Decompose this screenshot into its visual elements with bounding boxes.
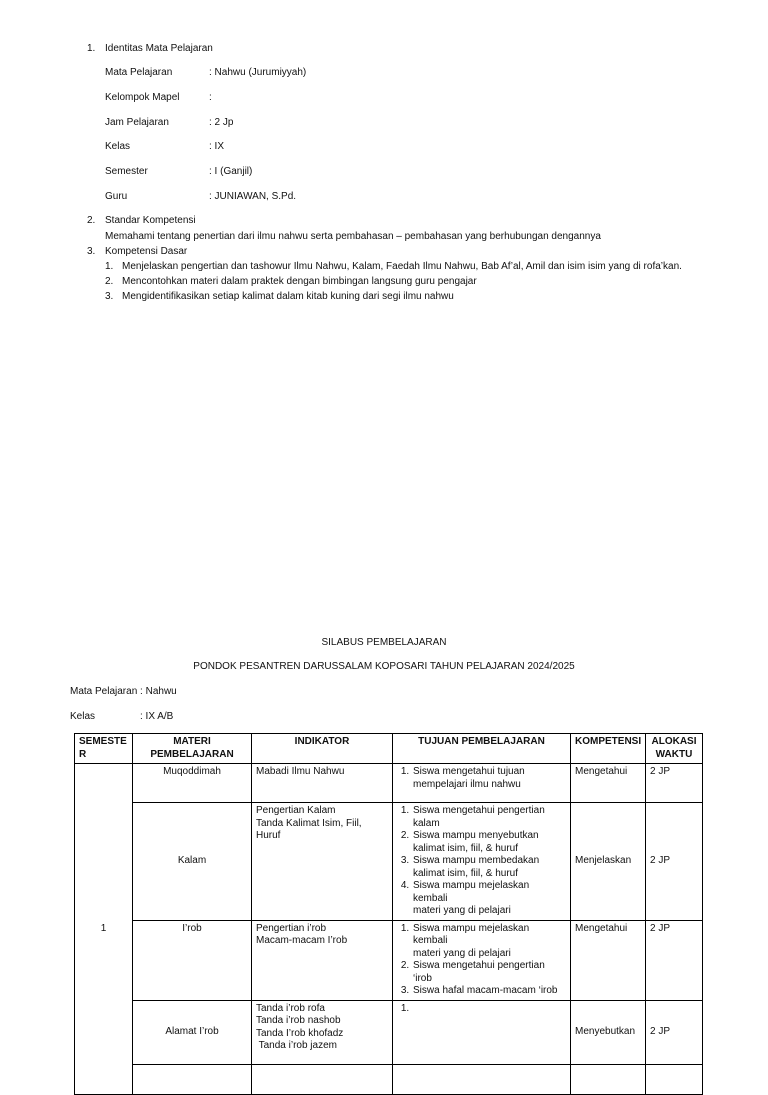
indikator-cell: [252, 1064, 393, 1094]
materi-cell: I’rob: [133, 920, 252, 1000]
list-item: Menjelaskan pengertian dan tashowur Ilmu Nahwu, Kalam, Faedah Ilmu Nahwu, Bab Af’al, Amil dan isim isim yang di rofa’kan.: [122, 261, 682, 272]
tujuan-cell: 1. Siswa mengetahui tujuan mempelajari ilmu nahwu: [393, 764, 571, 803]
silabus-title: SILABUS PEMBELAJARAN: [321, 637, 447, 648]
identity-label: Kelas: [105, 141, 131, 152]
section-1-title: Identitas Mata Pelajaran: [105, 43, 213, 54]
identity-value: : 2 Jp: [209, 117, 234, 128]
list-item-number: 1.: [105, 261, 114, 272]
indikator-cell: Tanda i’rob rofa Tanda i’rob nashob Tanda I’rob khofadz Tanda i’rob jazem: [252, 1000, 393, 1064]
alokasi-cell: 2 JP: [646, 920, 703, 1000]
kelas-value: : IX A/B: [140, 711, 174, 722]
tujuan-cell: [393, 1000, 571, 1064]
identity-label: Semester: [105, 166, 148, 177]
indikator-cell: Pengertian i’rob Macam-macam I’rob: [252, 920, 393, 1000]
materi-cell: Kalam: [133, 803, 252, 921]
standar-kompetensi-text: Memahami tentang penertian dari ilmu nahwu serta pembahasan – pembahasan yang berhubungan dengannya: [105, 231, 601, 242]
header-indikator: INDIKATOR: [252, 734, 393, 764]
header-alokasi: ALOKASI WAKTU: [646, 734, 703, 764]
alokasi-cell: 2 JP: [646, 803, 703, 921]
table-header-row: [75, 734, 703, 764]
tujuan-cell: [393, 1064, 571, 1094]
section-3-title: Kompetensi Dasar: [105, 246, 188, 257]
table-row: [75, 803, 703, 921]
materi-cell: [133, 1064, 252, 1094]
mapel-line: Mata Pelajaran : Nahwu: [70, 686, 177, 697]
section-3-number: 3.: [87, 246, 96, 257]
section-2-number: 2.: [87, 215, 96, 226]
identity-label: Mata Pelajaran: [105, 67, 173, 78]
header-tujuan: TUJUAN PEMBELAJARAN: [393, 734, 571, 764]
list-item-number: 2.: [105, 276, 114, 287]
alokasi-cell: [646, 1064, 703, 1094]
indikator-cell: Mabadi Ilmu Nahwu: [252, 764, 393, 803]
list-item: Mencontohkan materi dalam praktek dengan bimbingan langsung guru pengajar: [122, 276, 477, 287]
section-2-title: Standar Kompetensi: [105, 215, 196, 226]
kompetensi-cell: Menjelaskan: [571, 803, 646, 921]
section-1-number: 1.: [87, 43, 96, 54]
silabus-subtitle: PONDOK PESANTREN DARUSSALAM KOPOSARI TAHUN PELAJARAN 2024/2025: [193, 661, 575, 672]
kompetensi-cell: [571, 1064, 646, 1094]
identity-label: Kelompok Mapel: [105, 92, 180, 103]
alokasi-cell: 2 JP: [646, 1000, 703, 1064]
alokasi-cell: 2 JP: [646, 764, 703, 803]
materi-cell: Alamat I’rob: [133, 1000, 252, 1064]
kompetensi-cell: Mengetahui: [571, 764, 646, 803]
header-kompetensi: KOMPETENSI: [571, 734, 646, 764]
table-row: [75, 1064, 703, 1094]
kompetensi-cell: Menyebutkan: [571, 1000, 646, 1064]
header-semester: SEMESTE R: [75, 734, 133, 764]
identity-label: Guru: [105, 191, 128, 202]
tujuan-cell: 1. Siswa mampu mejelaskan kembali materi yang di pelajari 2. Siswa mengetahui pengertian ‘irob 3. Siswa hafal macam-macam ‘irob: [393, 920, 571, 1000]
identity-value: :: [209, 92, 212, 103]
table-row: [75, 1000, 703, 1064]
table-row: [75, 764, 703, 803]
identity-label: Jam Pelajaran: [105, 117, 169, 128]
list-item-number: 3.: [105, 291, 114, 302]
identity-value: : I (Ganjil): [209, 166, 253, 177]
kelas-label: Kelas: [70, 711, 96, 722]
identity-value: : Nahwu (Jurumiyyah): [209, 67, 307, 78]
identity-value: : IX: [209, 141, 225, 152]
syllabus-table: [74, 733, 703, 1095]
semester-cell: 1: [75, 764, 133, 1095]
identity-value: : JUNIAWAN, S.Pd.: [209, 191, 297, 202]
list-item: Mengidentifikasikan setiap kalimat dalam kitab kuning dari segi ilmu nahwu: [122, 291, 454, 302]
header-materi: MATERI PEMBELAJARAN: [133, 734, 252, 764]
indikator-cell: Pengertian Kalam Tanda Kalimat Isim, Fiil, Huruf: [252, 803, 393, 921]
tujuan-cell: 1. Siswa mengetahui pengertian kalam 2. Siswa mampu menyebutkan kalimat isim, fiil, & huruf 3. Siswa mampu membedakan kalimat isim, fiil, & huruf 4. Siswa mampu mejelaskan kembali materi yang di pelajari: [393, 803, 571, 921]
materi-cell: Muqoddimah: [133, 764, 252, 803]
kompetensi-cell: Mengetahui: [571, 920, 646, 1000]
table-row: [75, 920, 703, 1000]
